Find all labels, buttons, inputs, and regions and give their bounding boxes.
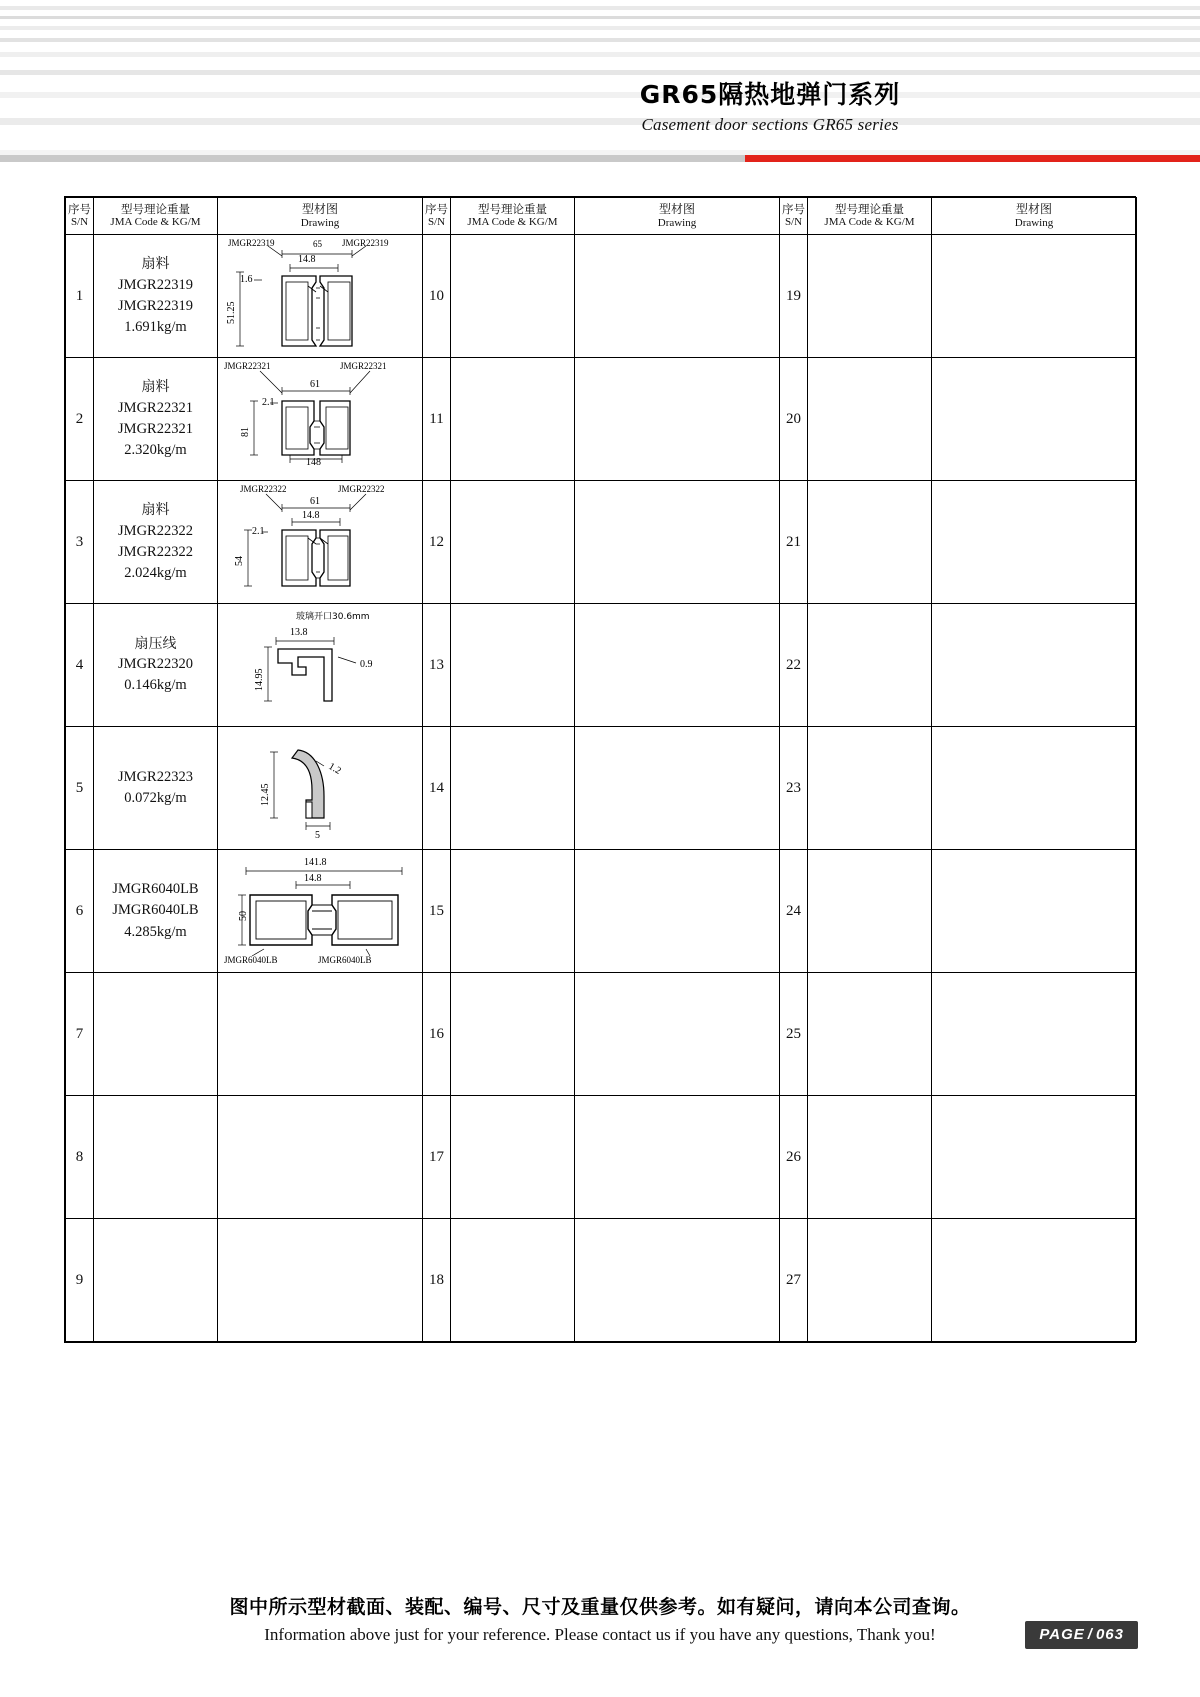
- label-width: 61: [310, 379, 320, 390]
- label-height: 14.95: [254, 668, 265, 691]
- profile-drawing-jmgr22320: [220, 605, 420, 725]
- row-sn: 4: [66, 604, 94, 727]
- row-code: [94, 604, 218, 727]
- row-sn: 17: [423, 1096, 451, 1219]
- row-code: [451, 481, 575, 604]
- row-drawing: [575, 850, 780, 973]
- row-sn: 25: [780, 973, 808, 1096]
- row-weight: 4.285kg/m: [124, 923, 187, 940]
- row-sn: 23: [780, 727, 808, 850]
- table-row: [66, 1219, 1137, 1342]
- row-sn: 12: [423, 481, 451, 604]
- row-weight: 0.146kg/m: [124, 677, 187, 694]
- row-code: [808, 358, 932, 481]
- row-code: [451, 604, 575, 727]
- profile-drawing-jmgr22322: [220, 482, 420, 602]
- label-thickness: 1.2: [326, 761, 343, 777]
- row-code: [451, 1219, 575, 1342]
- header-code-3: 型号理论重量 JMA Code & KG/M: [808, 198, 932, 235]
- row-drawing: [218, 481, 423, 604]
- row-code: [451, 358, 575, 481]
- table-row: [66, 973, 1137, 1096]
- row-sn: 5: [66, 727, 94, 850]
- table-row: [66, 1096, 1137, 1219]
- row-drawing: [932, 1219, 1137, 1342]
- row-code: [808, 604, 932, 727]
- row-code-2: JMGR22319: [118, 297, 193, 314]
- row-drawing: [932, 727, 1137, 850]
- page-footer: [0, 1592, 1200, 1645]
- profile-drawing-jmgr22323: [220, 728, 420, 848]
- label-code-left: JMGR22322: [240, 484, 287, 494]
- row-code-1: JMGR22322: [118, 522, 193, 539]
- row-drawing: [218, 973, 423, 1096]
- row-code: [94, 481, 218, 604]
- label-width: 141.8: [304, 857, 327, 868]
- row-drawing: [218, 850, 423, 973]
- row-drawing: [575, 1096, 780, 1219]
- label-code-right: JMGR22321: [340, 361, 387, 371]
- row-code-1: JMGR22320: [118, 656, 193, 673]
- label-thickness: 2.1: [262, 397, 275, 408]
- label-code-left: JMGR6040LB: [224, 955, 278, 965]
- row-code-1: JMGR22321: [118, 399, 193, 416]
- profile-drawing-jmgr6040lb: [220, 851, 420, 971]
- row-sn: 3: [66, 481, 94, 604]
- row-code-2: JMGR22321: [118, 420, 193, 437]
- row-weight: 1.691kg/m: [124, 318, 187, 335]
- row-code-1: JMGR22319: [118, 276, 193, 293]
- page-header: [0, 0, 1200, 172]
- row-code: [808, 973, 932, 1096]
- header-divider-red: [745, 155, 1200, 162]
- row-drawing: [932, 850, 1137, 973]
- label-width: 13.8: [290, 627, 308, 638]
- header-drawing-2: 型材图 Drawing: [575, 198, 780, 235]
- label-code-right: JMGR22319: [342, 238, 389, 248]
- row-code-2: JMGR6040LB: [112, 902, 199, 919]
- row-code-1: JMGR6040LB: [112, 881, 199, 898]
- row-drawing: [218, 1219, 423, 1342]
- page-title-cn: GR65隔热地弹门系列: [639, 80, 901, 109]
- label-width: 65: [313, 239, 322, 249]
- profile-drawing-jmgr22319: [220, 236, 420, 356]
- page-number: 063: [1095, 1626, 1124, 1643]
- profile-groove: [306, 802, 312, 818]
- row-sn: 6: [66, 850, 94, 973]
- row-drawing: [932, 235, 1137, 358]
- label-height: 54: [234, 556, 245, 566]
- header-drawing-1: 型材图 Drawing: [218, 198, 423, 235]
- row-sn: 9: [66, 1219, 94, 1342]
- table-row: [66, 358, 1137, 481]
- row-drawing: [218, 727, 423, 850]
- row-sn: 18: [423, 1219, 451, 1342]
- row-profile-name: 扇料: [141, 502, 170, 519]
- row-drawing: [218, 235, 423, 358]
- row-sn: 1: [66, 235, 94, 358]
- row-code: [451, 1096, 575, 1219]
- table-row: [66, 727, 1137, 850]
- label-thickness: 1.6: [240, 274, 253, 285]
- label-height: 50: [238, 911, 249, 921]
- row-drawing: [932, 358, 1137, 481]
- row-code: [808, 235, 932, 358]
- label-code-right: JMGR22322: [338, 484, 385, 494]
- row-code: [94, 973, 218, 1096]
- row-weight: 2.024kg/m: [124, 564, 187, 581]
- row-profile-name: 扇料: [141, 379, 170, 396]
- label-height: 12.45: [260, 783, 271, 806]
- table-header-row: [66, 198, 1137, 235]
- row-sn: 14: [423, 727, 451, 850]
- row-drawing: [218, 358, 423, 481]
- label-thickness: 0.9: [360, 659, 373, 670]
- row-drawing: [932, 973, 1137, 1096]
- row-drawing: [575, 1219, 780, 1342]
- row-drawing: [575, 604, 780, 727]
- header-divider-gray: [0, 155, 745, 162]
- header-sn-1: 序号 S/N: [66, 198, 94, 235]
- page-number-badge: [1025, 1621, 1138, 1649]
- row-profile-name: 扇压线: [134, 635, 177, 652]
- header-drawing-3: 型材图 Drawing: [932, 198, 1137, 235]
- row-code: [451, 235, 575, 358]
- row-code: [94, 1219, 218, 1342]
- row-code: [451, 850, 575, 973]
- row-sn: 21: [780, 481, 808, 604]
- header-code-1: 型号理论重量 JMA Code & KG/M: [94, 198, 218, 235]
- row-code: [808, 481, 932, 604]
- footer-note-en: Information above just for your reference. Please contact us if you have any questions, Thank you!: [264, 1625, 936, 1644]
- row-drawing: [932, 1096, 1137, 1219]
- header-divider: [0, 155, 1200, 162]
- row-sn: 26: [780, 1096, 808, 1219]
- label-note: 玻璃开口30.6mm: [296, 612, 370, 622]
- row-code: [451, 973, 575, 1096]
- page-label: PAGE: [1039, 1626, 1085, 1643]
- row-drawing: [575, 727, 780, 850]
- row-sn: 2: [66, 358, 94, 481]
- label-inner: 14.8: [298, 254, 316, 265]
- row-sn: 8: [66, 1096, 94, 1219]
- row-weight: 2.320kg/m: [124, 441, 187, 458]
- row-drawing: [575, 973, 780, 1096]
- label-code-right: JMGR6040LB: [318, 955, 372, 965]
- row-weight: 0.072kg/m: [124, 790, 187, 806]
- label-code-left: JMGR22321: [224, 361, 271, 371]
- header-code-2: 型号理论重量 JMA Code & KG/M: [451, 198, 575, 235]
- row-sn: 20: [780, 358, 808, 481]
- row-drawing: [932, 481, 1137, 604]
- row-code: [808, 1096, 932, 1219]
- row-code: [94, 727, 218, 850]
- row-code: [94, 358, 218, 481]
- table-row: [66, 604, 1137, 727]
- row-code: [94, 1096, 218, 1219]
- row-drawing: [932, 604, 1137, 727]
- row-code: [94, 850, 218, 973]
- label-code-left: JMGR22319: [228, 238, 275, 248]
- profile-drawing-jmgr22321: [220, 359, 420, 479]
- row-sn: 22: [780, 604, 808, 727]
- label-inner: 14.8: [304, 873, 322, 884]
- label-thickness: 2.1: [252, 526, 265, 537]
- label-bottom: 148: [306, 457, 321, 468]
- table-row: [66, 850, 1137, 973]
- row-code: [808, 850, 932, 973]
- row-sn: 16: [423, 973, 451, 1096]
- row-sn: 13: [423, 604, 451, 727]
- row-code: [808, 1219, 932, 1342]
- row-sn: 24: [780, 850, 808, 973]
- row-sn: 19: [780, 235, 808, 358]
- label-height: 51.25: [226, 301, 237, 324]
- label-width: 61: [310, 496, 320, 507]
- profile-table-container: [64, 196, 1136, 1343]
- row-sn: 15: [423, 850, 451, 973]
- row-code: [451, 727, 575, 850]
- row-drawing: [218, 604, 423, 727]
- row-profile-name: 扇料: [141, 256, 170, 273]
- header-titles: [400, 80, 1140, 135]
- row-sn: 7: [66, 973, 94, 1096]
- row-code-2: JMGR22322: [118, 543, 193, 560]
- row-sn: 27: [780, 1219, 808, 1342]
- label-height: 81: [240, 427, 251, 437]
- header-sn-2: 序号 S/N: [423, 198, 451, 235]
- footer-note-cn: 图中所示型材截面、装配、编号、尺寸及重量仅供参考。如有疑问，请向本公司查询。: [229, 1596, 971, 1618]
- header-sn-3: 序号 S/N: [780, 198, 808, 235]
- table-row: [66, 481, 1137, 604]
- page-slash: /: [1087, 1626, 1093, 1643]
- row-sn: 11: [423, 358, 451, 481]
- row-code: [808, 727, 932, 850]
- row-sn: 10: [423, 235, 451, 358]
- row-drawing: [218, 1096, 423, 1219]
- row-code-1: JMGR22323: [118, 768, 193, 785]
- label-inner: 14.8: [302, 510, 320, 521]
- row-drawing: [575, 235, 780, 358]
- table-row: [66, 235, 1137, 358]
- profile-section: [278, 649, 332, 701]
- page-title-en: Casement door sections GR65 series: [641, 115, 899, 134]
- profile-table: [65, 197, 1137, 1342]
- row-drawing: [575, 481, 780, 604]
- row-code: [94, 235, 218, 358]
- label-bottom: 5: [315, 830, 320, 841]
- row-drawing: [575, 358, 780, 481]
